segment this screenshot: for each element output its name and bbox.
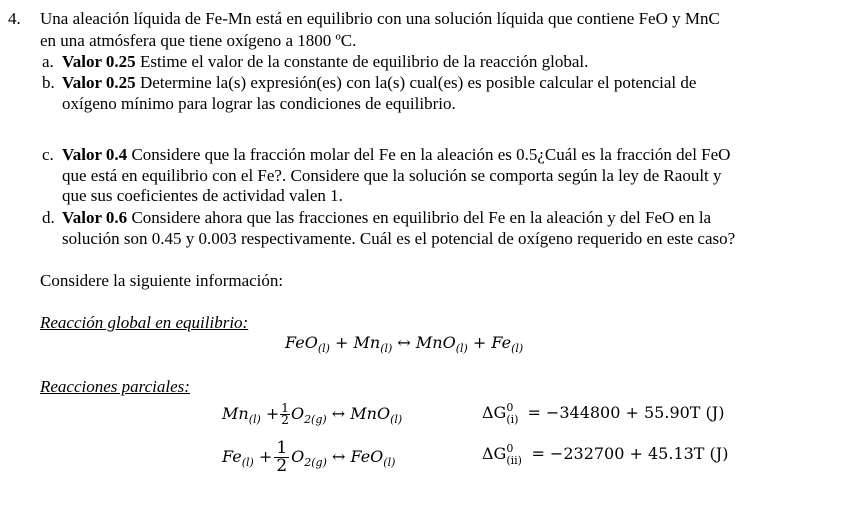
partial-reaction-1 [222,403,402,430]
plus-sign: + [472,333,487,352]
part-b-text1: Determine la(s) expresión(es) con la(s) cual(es) es posible calcular el potencial de [135,73,697,92]
oxygen-symbol: O [290,404,305,423]
partial-reactions-heading: Reacciones parciales: [40,377,190,396]
partial-reaction-2 [222,440,395,475]
part-c-line3: que sus coeficientes de actividad valen 1. [62,186,343,205]
part-a [62,52,588,72]
part-d-text1: Considere ahora que las fracciones en equilibrio del Fe en la aleación y del FeO en la [127,208,712,227]
part-c-text1: Considere que la fracción molar del Fe en la aleación es 0.5¿Cuál es la fracción del FeO [127,145,731,164]
species-fe: Fe [491,333,512,352]
part-a-value: Valor 0.25 [62,52,136,71]
equilibrium-arrow: ↔ [331,447,346,466]
dg-sup: 0 [506,442,514,455]
part-c-value: Valor 0.4 [62,145,128,164]
part-a-letter: a. [42,52,54,71]
delta-g-label: ΔG [482,403,507,422]
delta-g-expression: = −232700 + 45.13T (J) [531,444,729,463]
r2-product: FeO [350,447,384,466]
info-intro: Considere la siguiente información: [40,271,284,290]
equilibrium-arrow: ↔ [331,404,346,423]
r2-product-phase: (l) [383,456,396,469]
part-d-letter: d. [42,208,55,227]
question-stem-line2: en una atmósfera que tiene oxígeno a 1800 ºC. [40,31,357,50]
dg-sub: (i) [506,413,519,426]
delta-g-label: ΔG [482,444,507,463]
phase-label: (l) [317,342,330,355]
part-a-text: Estime el valor de la constante de equilibrio de la reacción global. [135,52,589,71]
r1-species: Mn [222,404,249,423]
phase-label: (l) [511,342,524,355]
global-reaction-equation [285,333,523,359]
part-b-value: Valor 0.25 [62,73,136,92]
dg-sup: 0 [506,401,514,414]
phase-label: (l) [455,342,468,355]
r2-species-phase: (l) [241,456,254,469]
delta-g-1 [482,401,725,426]
half-fraction-large: $\frac{1}{2}$ [276,438,288,476]
part-c-line2: que está en equilibrio con el Fe?. Considere que la solución se comporta según la ley de Raoult y [62,166,722,185]
part-b-line1 [62,73,696,93]
part-b-letter: b. [42,73,55,92]
species-mno: MnO [415,333,456,352]
plus-sign: + [335,333,349,352]
question-stem-line1: Una aleación líquida de Fe-Mn está en equilibrio con una solución líquida que contiene FeO y MnC [40,9,720,28]
o2-sub: 2(g) [304,456,327,469]
part-b-line2: oxígeno mínimo para lograr las condiciones de equilibrio. [62,94,456,113]
equilibrium-arrow: ↔ [397,333,411,352]
species-mn: Mn [353,333,381,352]
r1-product: MnO [350,404,391,423]
r1-species-phase: (l) [248,413,261,426]
part-d-line2: solución son 0.45 y 0.003 respectivamente. Cuál es el potencial de oxígeno requerido en este caso? [62,229,736,248]
oxygen-symbol: O [291,447,305,466]
half-fraction: $\frac{1}{2}$ [281,401,289,427]
delta-g-2 [482,442,729,467]
phase-label: (l) [380,342,393,355]
dg-sub: (ii) [506,454,522,467]
r2-species: Fe [222,447,242,466]
o2-sub: 2(g) [304,413,327,426]
question-number: 4. [8,9,21,28]
part-c-letter: c. [42,145,54,164]
r1-product-phase: (l) [390,413,403,426]
species-feo: FeO [285,333,318,352]
global-reaction-heading: Reacción global en equilibrio: [40,313,249,332]
plus-sign: + [258,447,273,466]
delta-g-expression: = −344800 + 55.90T (J) [527,403,725,422]
part-d-line1 [62,208,711,228]
part-d-value: Valor 0.6 [62,208,128,227]
plus-sign: + [265,404,280,423]
part-c-line1 [62,145,730,165]
